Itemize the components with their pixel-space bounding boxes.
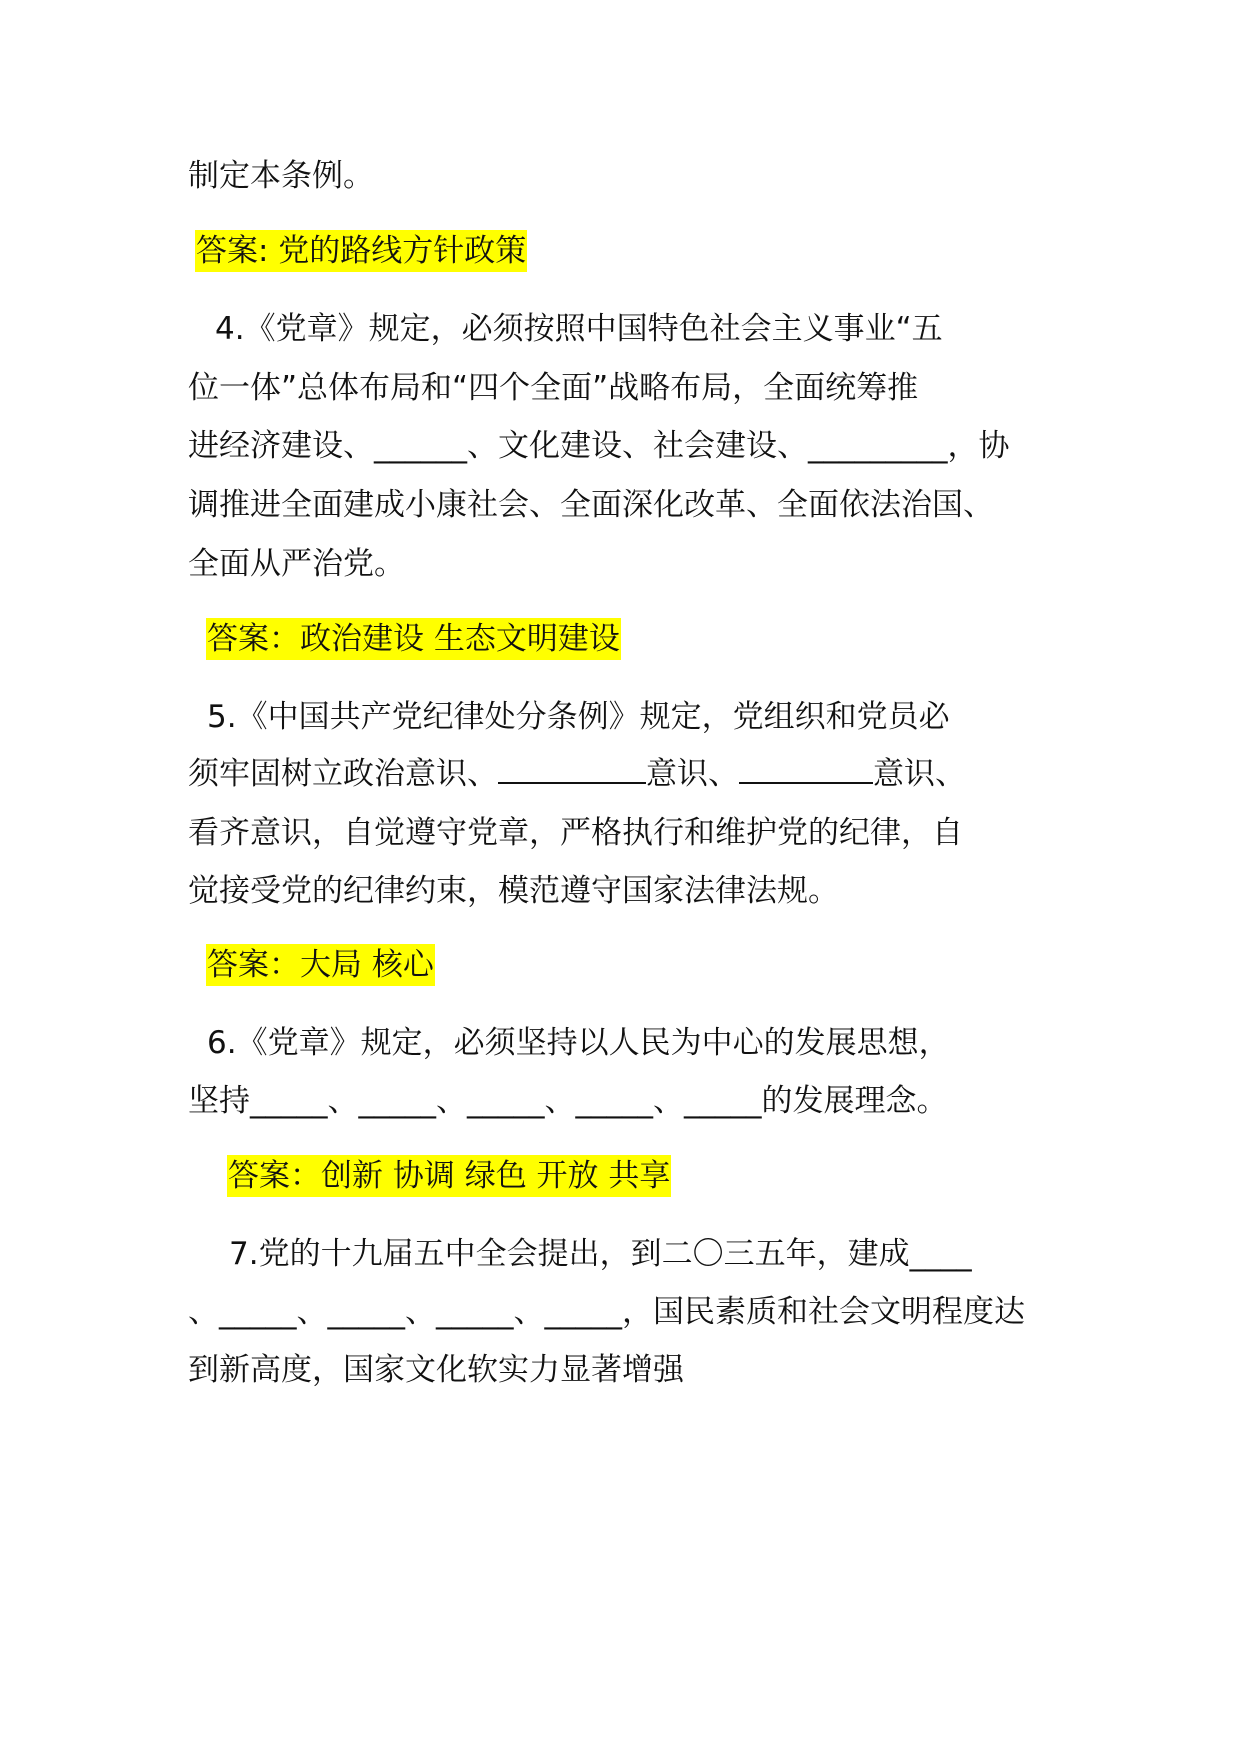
q7-blank-3: _____ (436, 1294, 514, 1330)
q4-answer: 答案：政治建设 生态文明建设 (206, 618, 621, 660)
q7-blank-2: _____ (327, 1294, 405, 1330)
q4-line4: 调推进全面建成小康社会、全面深化改革、全面依法治国、 (188, 487, 994, 523)
q4-line1: 4.《党章》规定，必须按照中国特色社会主义事业“五 (215, 311, 943, 347)
q5-line1: 5.《中国共产党纪律处分条例》规定，党组织和党员必 (207, 699, 950, 735)
q6-sep-1: 、 (327, 1083, 359, 1119)
q7-sep-0: 、 (188, 1294, 219, 1330)
q7-sep-2: 、 (405, 1294, 436, 1330)
q7-sep-3: 、 (513, 1294, 545, 1330)
q7-line1 (229, 1232, 972, 1276)
q4-line3-c: ，协 (947, 428, 1010, 464)
q6-line2 (188, 1079, 948, 1123)
q6-blank-2: _____ (358, 1083, 436, 1119)
answer-3: 答案: 党的路线方针政策 (195, 230, 527, 272)
q7-line2 (188, 1290, 1025, 1334)
q5-answer: 答案：大局 核心 (206, 944, 435, 986)
q5-line2-c: 意识、 (873, 756, 966, 792)
q5-line2-b: 意识、 (646, 756, 739, 792)
q5-line4: 觉接受党的纪律约束，模范遵守国家法律法规。 (188, 873, 839, 909)
q5-blank-1 (498, 752, 646, 784)
q6-sep-2: 、 (436, 1083, 467, 1119)
q4-blank-a: ______ (374, 428, 467, 464)
q5-blank-2 (739, 752, 873, 784)
q4-line2: 位一体”总体布局和“四个全面”战略布局，全面统筹推 (188, 370, 919, 406)
q5-line3: 看齐意识，自觉遵守党章，严格执行和维护党的纪律，自 (188, 815, 963, 851)
q5-line2 (188, 752, 966, 796)
q4-line3-a: 进经济建设、 (188, 428, 374, 464)
q4-line3-b: 、文化建设、社会建设、 (467, 428, 808, 464)
q4-line3 (188, 424, 1010, 468)
q4-line5: 全面从严治党。 (188, 546, 405, 582)
q6-blank-4: _____ (575, 1083, 653, 1119)
q4-blank-b: _________ (808, 428, 948, 464)
q6-sep-4: 、 (653, 1083, 684, 1119)
q6-line2-b: 的发展理念。 (761, 1083, 948, 1119)
q6-line2-a: 坚持 (188, 1083, 250, 1119)
q6-sep-3: 、 (544, 1083, 576, 1119)
q6-blank-1: _____ (250, 1083, 328, 1119)
q7-blank-1: _____ (219, 1294, 297, 1330)
q6-blank-5: _____ (684, 1083, 762, 1119)
intro-tail-text: 制定本条例。 (188, 158, 374, 194)
q6-line1: 6.《党章》规定，必须坚持以人民为中心的发展思想， (207, 1025, 950, 1061)
q6-answer: 答案：创新 协调 绿色 开放 共享 (227, 1155, 671, 1197)
q7-blank-0: ____ (909, 1236, 972, 1272)
q7-line3: 到新高度，国家文化软实力显著增强 (188, 1352, 684, 1388)
q7-blank-4: _____ (544, 1294, 622, 1330)
q7-sep-1: 、 (296, 1294, 328, 1330)
q6-blank-3: _____ (467, 1083, 545, 1119)
q5-line2-a: 须牢固树立政治意识、 (188, 756, 498, 792)
q7-line2-b: ，国民素质和社会文明程度达 (622, 1294, 1025, 1330)
q7-line1-a: 7.党的十九届五中全会提出，到二〇三五年，建成 (229, 1236, 910, 1272)
